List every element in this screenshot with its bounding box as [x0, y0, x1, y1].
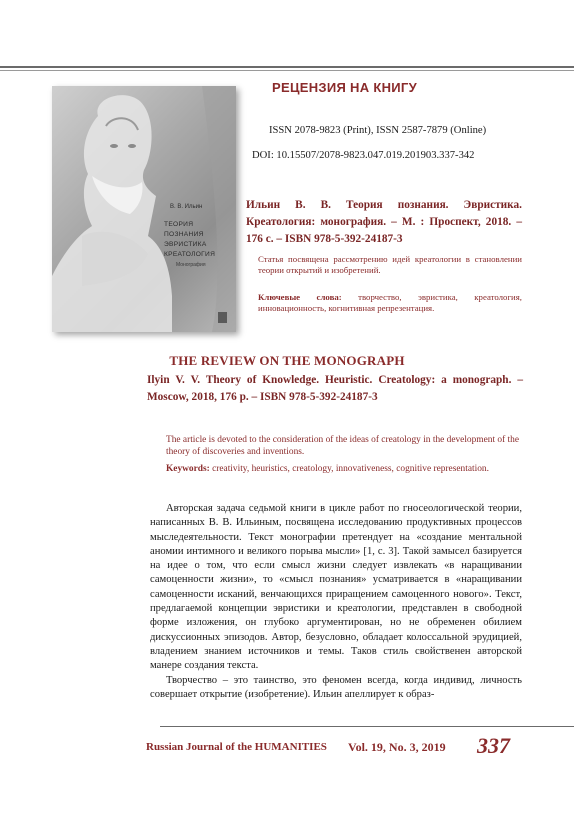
- citation-en: Ilyin V. V. Theory of Knowledge. Heuristic. Creatology: a monograph. – Moscow, 2018, 176 p. – ISBN 978-5-392-24187-3: [147, 374, 523, 403]
- cover-title-line: ТЕОРИЯ ПОЗНАНИЯ: [164, 221, 204, 238]
- section-title-en: THE REVIEW ON THE MONOGRAPH: [169, 353, 405, 368]
- issn: ISSN 2078-9823 (Print), ISSN 2587-7879 (Online): [269, 125, 487, 136]
- keywords-label-ru: Ключевые слова:: [258, 292, 342, 302]
- page-footer: [146, 733, 546, 764]
- body-paragraph: Авторская задача седьмой книги в цикле работ по гносеологической теории, написанных В. В. Ильиным, посвящена исследованию продуктивных процессов мыследеятельности. Текст монографии претендует на «создание ментальной аномии интимного и великого порыва мысли» [1, с. 3]. Такой замысел базируется на идее о том, что если смысл жизни следует извлекать «в наращивании самоценности жизни», то «смысл познания» усматривается в «наращивании самоценности исканий, венчающихся приращением самоценного нового». Текст, предлагаемой концепции эвристики и креатологии, представлен в свободной форме изложения, он глубоко аргументирован, но не обременен обилием дискуссионных эпизодов. Автор, безусловно, обладает колоссальной эрудицией, владением знанием источников и темы. Таков стиль свойственен авторской манере создания текста.: [150, 503, 522, 672]
- keywords-en: [166, 463, 522, 475]
- citation-ru: Ильин В. В. Теория познания. Эвристика. Креатология: монография. – М. : Проспект, 2018. – 176 с. – ISBN 978-5-392-24187-3: [246, 199, 522, 245]
- journal-volume: Vol. 19, No. 3, 2019: [348, 740, 446, 754]
- body-paragraph: Творчество – это таинство, это феномен всегда, когда индивид, личность совершает открытие (изобретение). Ильин апеллирует к образ-: [150, 674, 522, 700]
- publisher-logo: [218, 312, 227, 323]
- section-title-ru: РЕЦЕНЗИЯ НА КНИГУ: [272, 80, 417, 95]
- footer-rule: [160, 726, 574, 727]
- top-rule-thin: [0, 70, 574, 71]
- abstract-ru: Статья посвящена рассмотрению идей креатологии в становлении теории открытий и изобретений.: [258, 254, 522, 275]
- journal-name: Russian Journal of the HUMANITIES: [146, 741, 327, 753]
- abstract-en: The article is devoted to the consideration of the ideas of creatology in the development of the theory of discoveries and inventions.: [166, 435, 520, 457]
- article-body: [150, 502, 522, 702]
- socrates-statue-image: [52, 86, 236, 332]
- cover-title: [164, 220, 234, 260]
- keywords-label-en: Keywords:: [166, 464, 210, 474]
- keywords-text-ru: творчество, эвристика, креатология, инновационность, когнитивная репрезентация.: [258, 292, 522, 313]
- cover-title-line: ЭВРИСТИКА: [164, 241, 207, 248]
- page-number: 337: [477, 733, 510, 758]
- cover-subtitle: Монография: [176, 262, 206, 268]
- top-rule: [0, 66, 574, 68]
- cover-author: В. В. Ильин: [170, 204, 203, 210]
- keywords-text-en: creativity, heuristics, creatology, innovativeness, cognitive representation.: [209, 464, 489, 474]
- book-cover-image: [52, 86, 236, 332]
- doi: DOI: 10.15507/2078-9823.047.019.201903.337-342: [252, 150, 475, 161]
- keywords-ru: [258, 292, 522, 314]
- cover-title-line: КРЕАТОЛОГИЯ: [164, 251, 216, 258]
